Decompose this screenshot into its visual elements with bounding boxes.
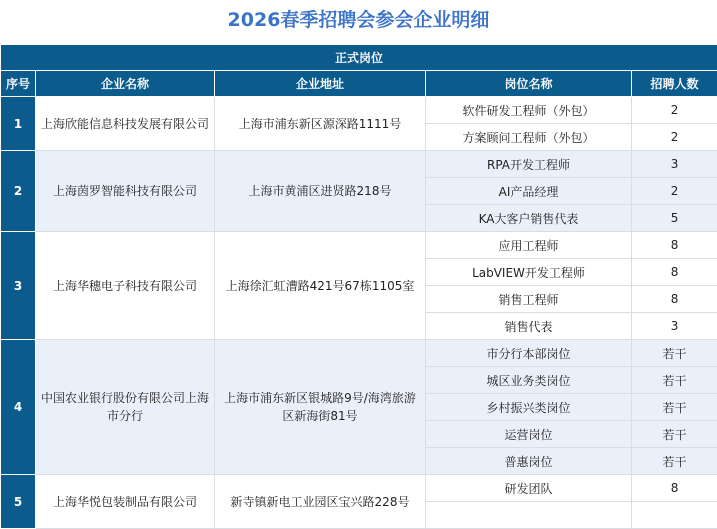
position-count: 3: [632, 313, 717, 340]
page-title: 2026春季招聘会参会企业明细: [0, 0, 717, 44]
table-row: [1, 340, 717, 367]
header-position: 岗位名称: [426, 71, 632, 97]
row-seq: 2: [1, 151, 36, 232]
table-row: [1, 232, 717, 259]
position-count: 若干: [632, 421, 717, 448]
position-name: KA大客户销售代表: [426, 205, 632, 232]
company-address: 上海市浦东新区源深路1111号: [215, 97, 426, 151]
row-seq: 5: [1, 475, 36, 529]
position-name: 销售工程师: [426, 286, 632, 313]
position-name: 普惠岗位: [426, 448, 632, 475]
section-banner: 正式岗位: [1, 45, 717, 71]
company-address: 上海市黄浦区进贤路218号: [215, 151, 426, 232]
position-count: 8: [632, 475, 717, 502]
company-name: 上海华悦包装制品有限公司: [36, 475, 215, 529]
position-name: [426, 502, 632, 529]
position-count: 5: [632, 205, 717, 232]
company-name: 上海欣能信息科技发展有限公司: [36, 97, 215, 151]
position-count: 若干: [632, 448, 717, 475]
company-address: 上海徐汇虹漕路421号67栋1105室: [215, 232, 426, 340]
position-count: 8: [632, 259, 717, 286]
position-count: 3: [632, 151, 717, 178]
table-row: [1, 97, 717, 124]
position-name: 研发团队: [426, 475, 632, 502]
position-name: RPA开发工程师: [426, 151, 632, 178]
header-seq: 序号: [1, 71, 36, 97]
position-count: 8: [632, 286, 717, 313]
position-name: 运营岗位: [426, 421, 632, 448]
position-count: [632, 502, 717, 529]
position-name: LabVIEW开发工程师: [426, 259, 632, 286]
position-name: AI产品经理: [426, 178, 632, 205]
company-address: 新寺镇新电工业园区宝兴路228号: [215, 475, 426, 529]
table-row: [1, 475, 717, 502]
position-name: 城区业务类岗位: [426, 367, 632, 394]
company-name: 中国农业银行股份有限公司上海市分行: [36, 340, 215, 475]
position-name: 应用工程师: [426, 232, 632, 259]
position-name: 软件研发工程师（外包）: [426, 97, 632, 124]
position-count: 2: [632, 124, 717, 151]
row-seq: 1: [1, 97, 36, 151]
job-fair-table: [0, 44, 717, 529]
position-name: 市分行本部岗位: [426, 340, 632, 367]
table-row: [1, 151, 717, 178]
header-company: 企业名称: [36, 71, 215, 97]
row-seq: 3: [1, 232, 36, 340]
position-name: 方案顾问工程师（外包）: [426, 124, 632, 151]
position-count: 2: [632, 97, 717, 124]
position-name: 销售代表: [426, 313, 632, 340]
company-name: 上海华穗电子科技有限公司: [36, 232, 215, 340]
position-count: 8: [632, 232, 717, 259]
position-name: 乡村振兴类岗位: [426, 394, 632, 421]
company-name: 上海茵罗智能科技有限公司: [36, 151, 215, 232]
position-count: 2: [632, 178, 717, 205]
row-seq: 4: [1, 340, 36, 475]
position-count: 若干: [632, 394, 717, 421]
position-count: 若干: [632, 367, 717, 394]
position-count: 若干: [632, 340, 717, 367]
company-address: 上海市浦东新区银城路9号/海湾旅游区新海街81号: [215, 340, 426, 475]
header-count: 招聘人数: [632, 71, 717, 97]
header-address: 企业地址: [215, 71, 426, 97]
